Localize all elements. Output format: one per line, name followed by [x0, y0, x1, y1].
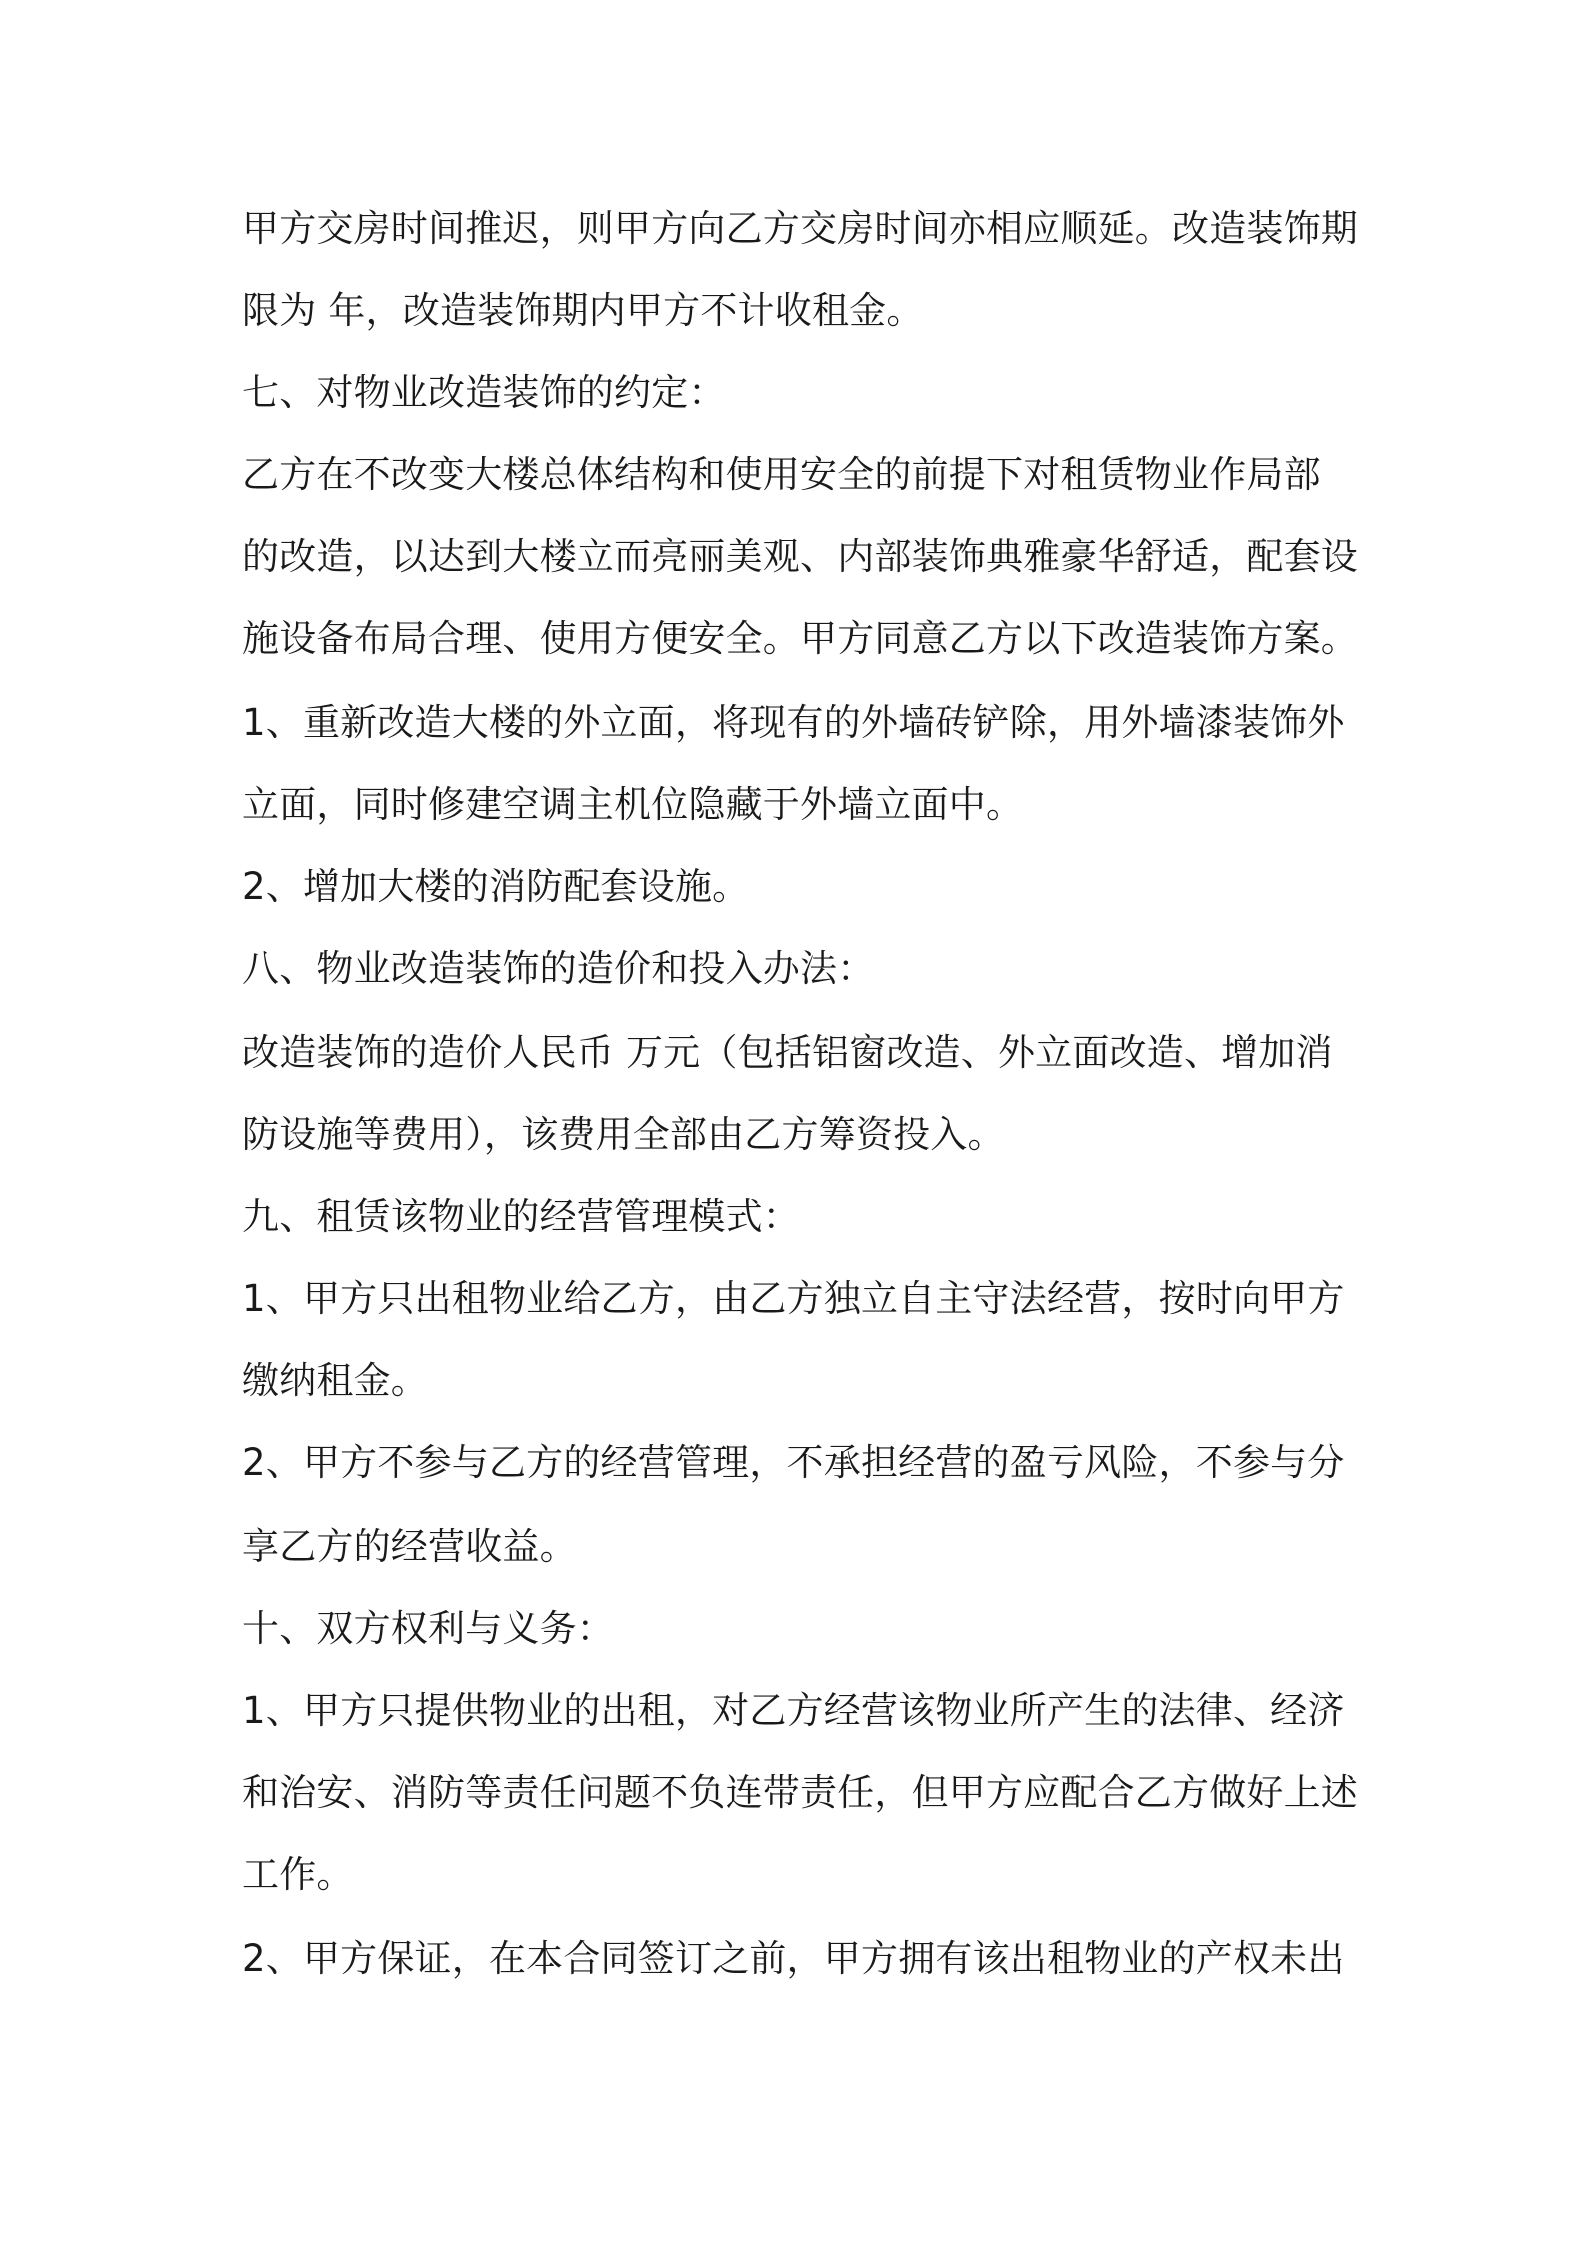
text-line: 改造装饰的造价人民币 万元（包括铝窗改造、外立面改造、增加消: [242, 1031, 1333, 1074]
text-line: 乙方在不改变大楼总体结构和使用安全的前提下对租赁物业作局部: [242, 453, 1321, 496]
section-heading: 七、对物业改造装饰的约定：: [242, 371, 726, 414]
text-line: 防设施等费用），该费用全部由乙方筹资投入。: [242, 1113, 1005, 1156]
text-line: 甲方交房时间推迟，则甲方向乙方交房时间亦相应顺延。改造装饰期: [242, 207, 1358, 250]
text-line: 和治安、消防等责任问题不负连带责任，但甲方应配合乙方做好上述: [242, 1771, 1358, 1814]
text-line: 工作。: [242, 1853, 354, 1896]
section-heading: 八、物业改造装饰的造价和投入办法：: [242, 947, 875, 990]
text-line: 2、甲方保证，在本合同签订之前，甲方拥有该出租物业的产权未出: [242, 1937, 1345, 1980]
text-line: 限为 年，改造装饰期内甲方不计收租金。: [242, 289, 924, 332]
text-line: 2、增加大楼的消防配套设施。: [242, 865, 750, 908]
text-line: 立面，同时修建空调主机位隐藏于外墙立面中。: [242, 783, 1024, 826]
text-line: 享乙方的经营收益。: [242, 1525, 577, 1568]
section-heading: 十、双方权利与义务：: [242, 1607, 614, 1650]
text-line: 施设备布局合理、使用方便安全。甲方同意乙方以下改造装饰方案。: [242, 617, 1358, 660]
text-line: 的改造，以达到大楼立而亮丽美观、内部装饰典雅豪华舒适，配套设: [242, 535, 1358, 578]
text-line: 1、甲方只提供物业的出租，对乙方经营该物业所产生的法律、经济: [242, 1689, 1345, 1732]
section-heading: 九、租赁该物业的经营管理模式：: [242, 1195, 800, 1238]
text-line: 1、重新改造大楼的外立面，将现有的外墙砖铲除，用外墙漆装饰外: [242, 701, 1345, 744]
text-line: 缴纳租金。: [242, 1359, 428, 1402]
text-line: 2、甲方不参与乙方的经营管理，不承担经营的盈亏风险，不参与分: [242, 1441, 1345, 1484]
text-line: 1、甲方只出租物业给乙方，由乙方独立自主守法经营，按时向甲方: [242, 1277, 1345, 1320]
